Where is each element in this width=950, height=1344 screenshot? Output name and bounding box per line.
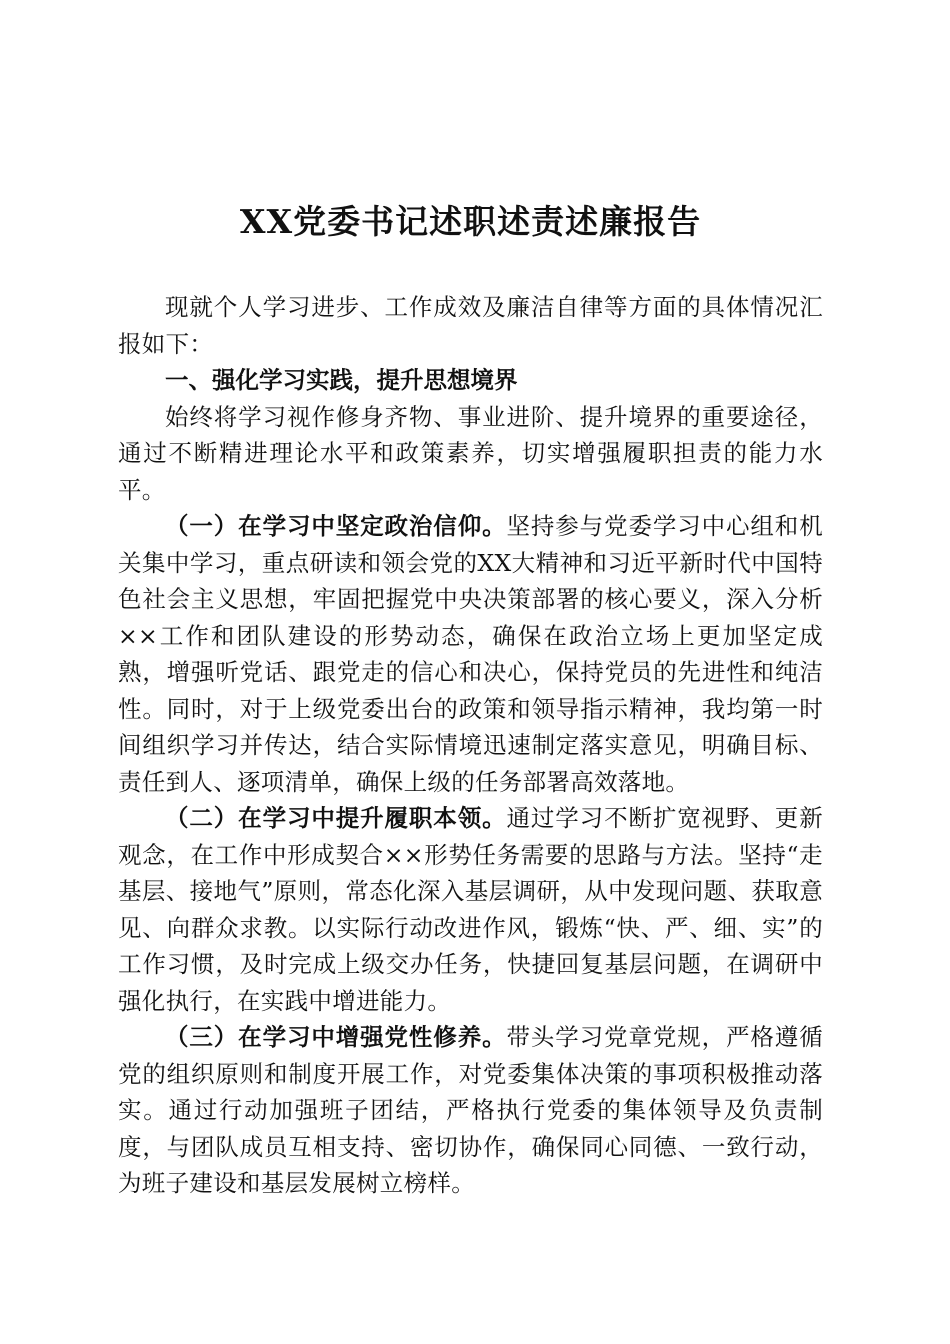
document-body [118,289,823,1202]
item-lead-1: （一）在学习中坚定政治信仰。 [165,512,507,540]
section-summary-paragraph: 始终将学习视作修身齐物、事业进阶、提升境界的重要途径，通过不断精进理论水平和政策素养，切实增强履职担责的能力水平。 [118,402,823,504]
document-title: XX党委书记述职述责述廉报告 [239,202,702,241]
section-heading-1: 一、强化学习实践，提升思想境界 [165,366,518,394]
item-lead-2: （二）在学习中提升履职本领。 [165,804,507,832]
item-paragraph-1 [118,508,823,800]
intro-paragraph: 现就个人学习进步、工作成效及廉洁自律等方面的具体情况汇报如下： [118,293,823,358]
item-paragraph-2 [118,800,823,1019]
document-page [118,0,823,1344]
item-lead-3: （三）在学习中增强党性修养。 [165,1023,507,1051]
item-text-1: 坚持参与党委学习中心组和机关集中学习，重点研读和领会党的XX大精神和习近平新时代中国特色社会主义思想，牢固把握党中央决策部署的核心要义，深入分析××工作和团队建设的形势动态，确保在政治立场上更加坚定成熟，增强听党话、跟党走的信心和决心，保持党员的先进性和纯洁性。同时，对于上级党委出台的政策和领导指示精神，我均第一时间组织学习并传达，结合实际情境迅速制定落实意见，明确目标、责任到人、逐项清单，确保上级的任务部署高效落地。 [118,512,824,796]
item-paragraph-3 [118,1019,823,1202]
item-text-3: 带头学习党章党规，严格遵循党的组织原则和制度开展工作，对党委集体决策的事项积极推动落实。通过行动加强班子团结，严格执行党委的集体领导及负责制度，与团队成员互相支持、密切协作，确保同心同德、一致行动，为班子建设和基层发展树立榜样。 [118,1023,824,1197]
item-text-2: 通过学习不断扩宽视野、更新观念，在工作中形成契合××形势任务需要的思路与方法。坚持“走基层、接地气”原则，常态化深入基层调研，从中发现问题、获取意见、向群众求教。以实际行动改进作风，锻炼“快、严、细、实”的工作习惯，及时完成上级交办任务，快捷回复基层问题，在调研中强化执行，在实践中增进能力。 [118,804,824,1015]
